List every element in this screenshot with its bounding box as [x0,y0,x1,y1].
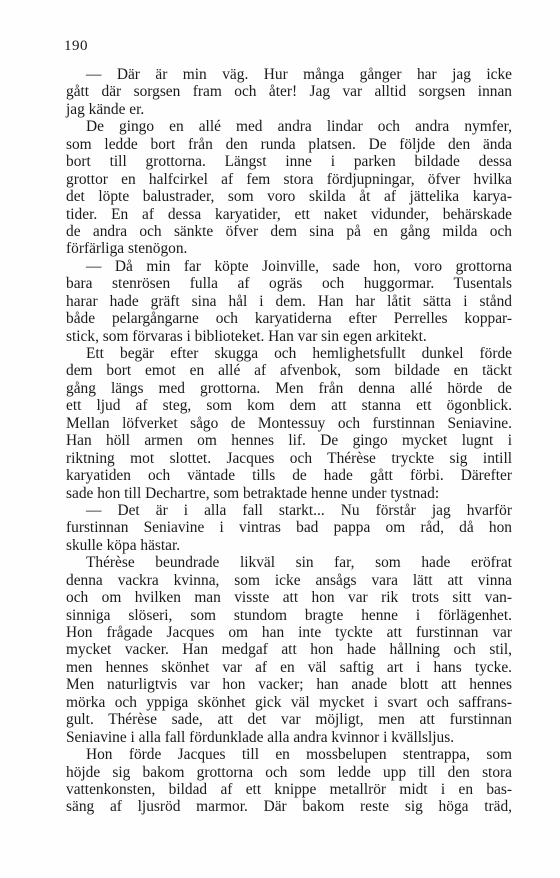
text-line: Thérèse beundrade likväl sin far, som hade eröfrat [86,554,512,572]
text-line: riktning mot slottet. Jacques och Thérèse tryckte sig intill [66,449,512,467]
text-line: som ledde bort från den runda platsen. De följde den ända [66,135,512,153]
text-line: gått där sorgsen fram och åter! Jag var alltid sorgsen innan [66,83,512,101]
text-line: De gingo en allé med andra lindar och andra nymfer, [86,118,512,136]
text-line: bort till grottorna. Längst inne i parken bildade dessa [66,153,512,171]
text-line: Ett begär efter skugga och hemlighetsfullt dunkel förde [86,345,512,362]
text-line: förfärliga stenögon. [66,240,188,258]
text-line: — Då min far köpte Joinville, sade hon, voro grottorna [86,257,512,275]
text-line: höjde sig bakom grottorna och som ledde upp till den stora [66,763,512,781]
text-line: gång längs med grottorna. Men från denna allé hörde de [66,379,512,397]
text-line: Seniavine i alla fall fördunklade alla andra kvinnor i kvällsljus. [66,728,455,746]
text-line: grottor en halfcirkel af fem stora fördjupningar, öfver hvilka [66,170,512,188]
body-text [66,66,512,816]
text-line: skulle köpa hästar. [66,536,181,554]
text-line: jag kände er. [66,100,145,118]
text-line: karyatiden och väntade tills de hade gått förbi. Därefter [66,467,512,485]
text-line: sinniga slöseri, som stundom bragte henne i förlägenhet. [66,606,512,624]
text-line: vattenkonsten, bildad af ett knippe metallrör midt i en bas- [66,780,512,798]
text-line: Hon frågade Jacques om han inte tyckte att furstinnan var [66,624,512,641]
text-line: men hennes skönhet var af en väl saftig art i hans tycke. [66,658,512,676]
text-line: Mellan löfverket sågo de Montessuy och furstinnan Seniavine. [66,414,512,432]
text-line: mycket vacker. Han medgaf att hon hade hållning och stil, [66,641,512,659]
text-line: bara stenrösen fulla af ogräs och huggormar. Tusentals [66,275,512,293]
text-line: tider. En af dessa karyatider, ett naket vidunder, behärskade [66,205,512,223]
text-line: säng af ljusröd marmor. Där bakom reste sig höga träd, [66,798,512,816]
text-line: både pelargångarne och karyatiderna efter Perrelles koppar- [66,310,512,328]
text-line: denna vackra kvinna, som icke ansågs vara lätt att vinna [66,571,512,589]
text-line: — Där är min väg. Hur många gånger har jag icke [86,66,512,83]
text-line: Han höll armen om hennes lif. De gingo mycket lugnt i [66,432,512,450]
text-line: mörka och yppiga skönhet gick väl mycket i svart och saffrans- [66,693,512,711]
text-line: sade hon till Dechartre, som betraktade henne under tystnad: [66,484,440,502]
text-line: Men naturligtvis var hon vacker; han anade blott att hennes [66,676,512,694]
text-line: stick, som förvaras i biblioteket. Han var sin egen arkitekt. [66,327,427,345]
text-line: furstinnan Seniavine i vintras bad pappa om råd, då hon [66,519,512,537]
text-line: dem bort emot en allé af afvenbok, som bildade en täckt [66,362,512,380]
page-number: 190 [64,38,88,54]
text-line: ett ljud af steg, som kom dem att stanna ett ögonblick. [66,397,512,415]
text-line: det löpte balustrader, som voro skilda åt af jättelika karya- [66,188,512,206]
text-line: de andra och sänkte öfver dem sina på en gång milda och [66,222,512,240]
text-line: — Det är i alla fall starkt... Nu förstår jag hvarför [86,501,512,519]
text-line: Hon förde Jacques till en mossbelupen stentrappa, som [86,746,512,764]
text-line: och om hvilken man visste att hon var rik trots sitt van- [66,589,512,607]
text-line: harar hade gräft sina hål i dem. Han har låtit sätta i stånd [66,292,512,310]
text-line: gult. Thérèse sade, att det var möjligt, men att furstinnan [66,711,512,729]
